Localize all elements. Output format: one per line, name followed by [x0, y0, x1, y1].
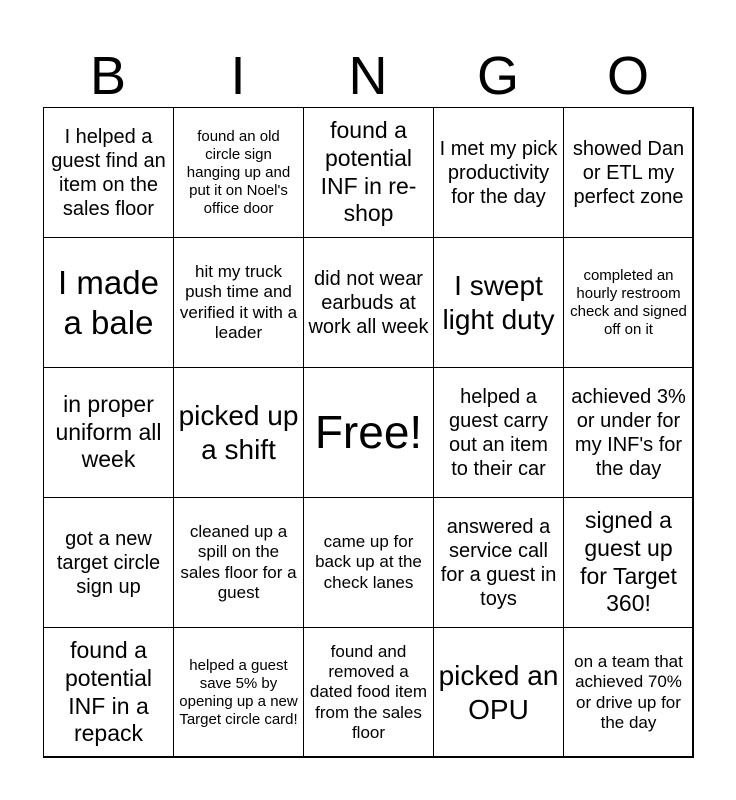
- cell-text: on a team that achieved 70% or drive up for the day: [574, 651, 683, 732]
- header-letter-n: N: [348, 46, 388, 106]
- cell-text: got a new target circle sign up: [56, 527, 161, 598]
- cell-text: did not wear earbuds at work all week: [308, 267, 429, 338]
- bingo-cell[interactable]: [563, 367, 694, 498]
- bingo-cell[interactable]: [43, 107, 174, 238]
- bingo-cell[interactable]: [563, 237, 694, 368]
- bingo-cell[interactable]: [43, 367, 174, 498]
- cell-text: found and removed a dated food item from the sales floor: [309, 641, 428, 743]
- cell-text: I helped a guest find an item on the sales floor: [51, 125, 166, 220]
- cell-text: helped a guest save 5% by opening up a new Target circle card!: [179, 656, 298, 728]
- bingo-cell[interactable]: [173, 237, 304, 368]
- cell-text: achieved 3% or under for my INF's for the day: [571, 385, 686, 480]
- bingo-cell[interactable]: [173, 107, 304, 238]
- cell-text: found an old circle sign hanging up and put it on Noel's office door: [186, 127, 291, 217]
- cell-text: helped a guest carry out an item to their car: [449, 385, 548, 480]
- cell-text: came up for back up at the check lanes: [315, 531, 422, 592]
- cell-text: completed an hourly restroom check and signed off on it: [570, 266, 687, 338]
- bingo-cell[interactable]: [173, 627, 304, 758]
- cell-text: signed a guest up for Target 360!: [580, 507, 677, 617]
- header-letter-i: I: [230, 46, 246, 106]
- cell-text: in proper uniform all week: [55, 391, 162, 473]
- cell-text: picked up a shift: [178, 399, 299, 465]
- bingo-cell[interactable]: [433, 107, 564, 238]
- bingo-cell[interactable]: [303, 107, 434, 238]
- bingo-cell[interactable]: [303, 497, 434, 628]
- bingo-cell[interactable]: [433, 367, 564, 498]
- bingo-cell[interactable]: [43, 627, 174, 758]
- bingo-cell[interactable]: [433, 237, 564, 368]
- bingo-cell[interactable]: [303, 237, 434, 368]
- cell-text: showed Dan or ETL my perfect zone: [572, 137, 685, 208]
- bingo-cell[interactable]: [43, 237, 174, 368]
- header-letter-g: G: [476, 46, 519, 106]
- bingo-cell[interactable]: [173, 497, 304, 628]
- bingo-cell[interactable]: [433, 497, 564, 628]
- bingo-cell[interactable]: [43, 497, 174, 628]
- bingo-cell[interactable]: [563, 107, 694, 238]
- bingo-cell[interactable]: [433, 627, 564, 758]
- header-letter-o: O: [606, 46, 649, 106]
- bingo-header: [43, 44, 693, 108]
- bingo-cell[interactable]: [563, 497, 694, 628]
- header-letter-b: B: [89, 46, 127, 106]
- cell-text: answered a service call for a guest in toys: [440, 515, 557, 610]
- cell-text: I swept light duty: [442, 269, 555, 335]
- bingo-board: [43, 107, 693, 757]
- cell-text: I made a bale: [58, 263, 159, 341]
- bingo-cell[interactable]: [303, 627, 434, 758]
- cell-text: found a potential INF in a repack: [65, 637, 152, 747]
- cell-text: found a potential INF in re-shop: [320, 117, 417, 227]
- bingo-cell[interactable]: [173, 367, 304, 498]
- cell-text: hit my truck push time and verified it with a leader: [179, 261, 298, 342]
- cell-text: I met my pick productivity for the day: [439, 137, 558, 208]
- bingo-cell[interactable]: [563, 627, 694, 758]
- cell-text: picked an OPU: [438, 659, 559, 725]
- cell-text: cleaned up a spill on the sales floor for a guest: [180, 521, 297, 602]
- free-space-text: Free!: [314, 405, 423, 458]
- free-space-cell[interactable]: [303, 367, 434, 498]
